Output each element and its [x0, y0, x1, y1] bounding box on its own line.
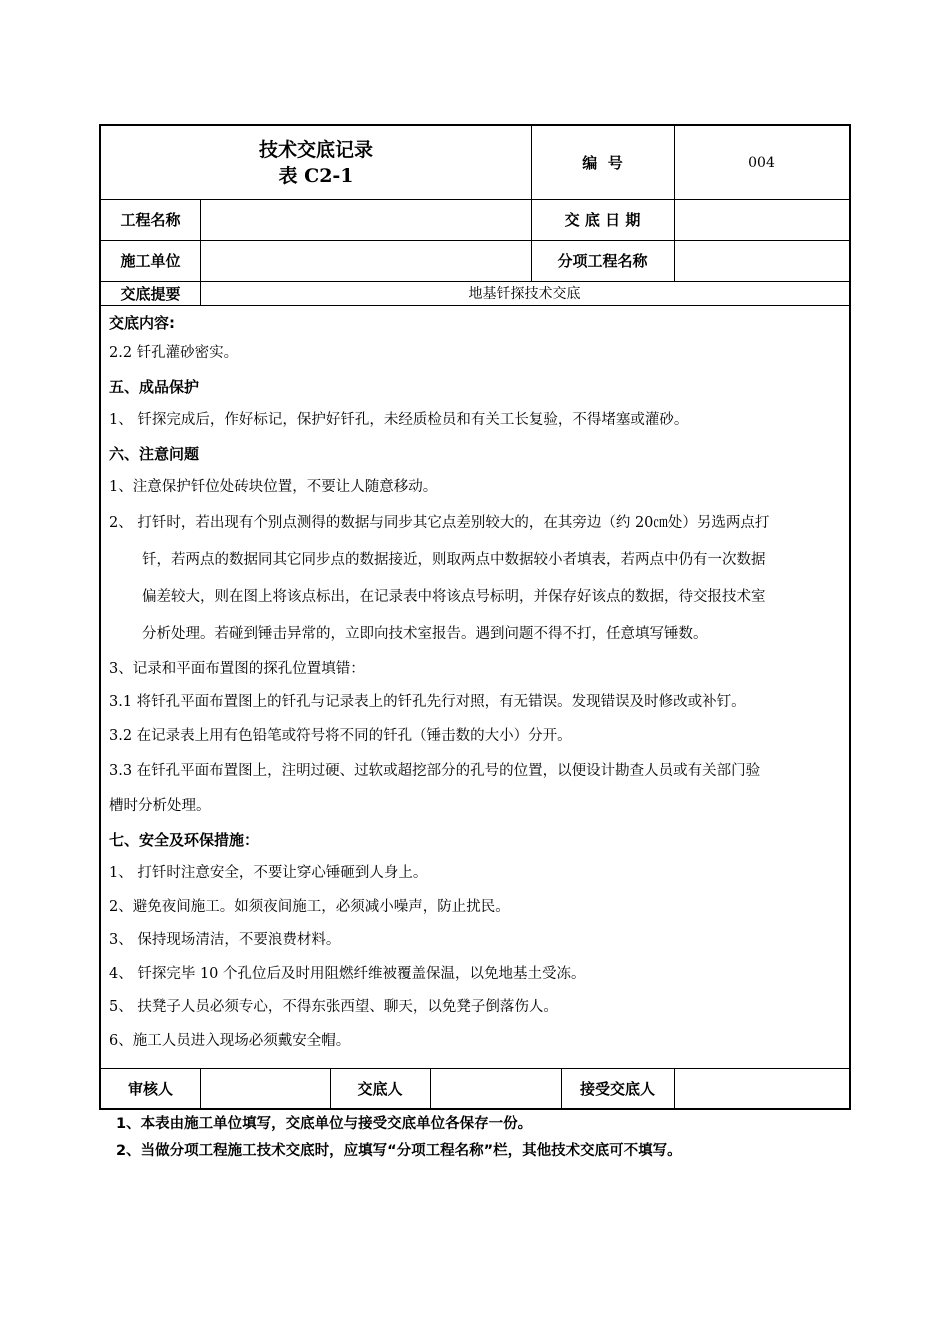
receiver-label-cell	[561, 1068, 674, 1108]
content-line: 6、施工人员进入现场必须戴安全帽。	[109, 1032, 351, 1049]
number-value: 004	[748, 154, 775, 171]
date-label-cell	[531, 199, 674, 240]
content-line: 3.1 将钎孔平面布置图上的钎孔与记录表上的钎孔先行对照，有无错误。发现错误及时修改或补钉。	[109, 694, 746, 710]
form-title: 技术交底记录	[258, 138, 373, 161]
project-name-field[interactable]	[200, 199, 531, 240]
receiver-label: 接受交底人	[579, 1079, 655, 1098]
footer-notes	[116, 1111, 682, 1165]
subproject-label-cell	[531, 240, 674, 281]
content-line: 1、 打钎时注意安全，不要让穿心锤砸到人身上。	[109, 865, 428, 881]
section-heading: 七、安全及环保措施：	[109, 830, 260, 849]
content-line: 钎，若两点的数据同其它同步点的数据接近，则取两点中数据较小者填表，若两点中仍有一次数据	[142, 551, 766, 568]
briefing-content	[109, 309, 843, 1058]
content-line: 2、避免夜间施工。如须夜间施工，必须减小噪声，防止扰民。	[109, 898, 510, 915]
presenter-field[interactable]	[430, 1068, 561, 1108]
summary-label: 交底提要	[120, 284, 181, 303]
presenter-label: 交底人	[357, 1079, 403, 1098]
number-value-cell	[674, 126, 849, 199]
subproject-label: 分项工程名称	[557, 252, 648, 270]
content-line: 槽时分析处理。	[109, 798, 211, 814]
date-label: 交 底 日 期	[564, 211, 641, 229]
content-line: 2.2 钎孔灌砂密实。	[109, 345, 239, 361]
project-name-label-cell	[101, 199, 200, 240]
contractor-label-cell	[101, 240, 200, 281]
content-line: 分析处理。若碰到锤击异常的，立即向技术室报告。遇到问题不得不打，任意填写锤数。	[142, 625, 708, 642]
content-line: 5、 扶凳子人员必须专心，不得东张西望、聊天，以免凳子倒落伤人。	[109, 999, 558, 1015]
reviewer-label: 审核人	[127, 1079, 173, 1098]
form-code: 表 C2-1	[278, 164, 354, 187]
content-line: 3、 保持现场清洁，不要浪费材料。	[109, 932, 341, 948]
signature-row	[101, 1068, 849, 1108]
section-heading: 六、注意问题	[109, 444, 200, 463]
reviewer-field[interactable]	[200, 1068, 330, 1108]
subproject-field[interactable]	[674, 240, 849, 281]
project-name-label: 工程名称	[120, 211, 181, 229]
content-line: 2、 打钎时，若出现有个别点测得的数据与同步其它点差别较大的，在其旁边（约 20㎝处）另选两点打	[109, 514, 770, 531]
contractor-field[interactable]	[200, 240, 531, 281]
title-row	[101, 126, 849, 199]
project-row	[101, 199, 849, 240]
footer-note: 1、本表由施工单位填写，交底单位与接受交底单位各保存一份。	[116, 1116, 533, 1132]
number-label: 编 号	[582, 154, 623, 172]
summary-value: 地基钎探技术交底	[468, 286, 581, 302]
summary-field[interactable]	[200, 281, 849, 305]
summary-row	[101, 281, 849, 305]
content-line: 3.2 在记录表上用有色铅笔或符号将不同的钎孔（锤击数的大小）分开。	[109, 727, 572, 744]
content-line: 4、 钎探完毕 10 个孔位后及时用阻燃纤维被覆盖保温，以免地基土受冻。	[109, 965, 586, 982]
footer-note: 2、当做分项工程施工技术交底时，应填写“分项工程名称”栏，其他技术交底可不填写。	[116, 1143, 682, 1159]
contractor-row	[101, 240, 849, 281]
content-line: 偏差较大，则在图上将该点标出，在记录表中将该点号标明，并保存好该点的数据，待交报技术室	[142, 588, 766, 605]
summary-label-cell	[101, 281, 200, 305]
content-line: 1、注意保护钎位处砖块位置，不要让人随意移动。	[109, 479, 438, 495]
form-title-cell	[101, 126, 531, 199]
content-heading: 交底内容:	[109, 314, 175, 332]
presenter-label-cell	[330, 1068, 430, 1108]
section-heading: 五、成品保护	[109, 377, 200, 396]
number-label-cell	[531, 126, 674, 199]
content-line: 3.3 在钎孔平面布置图上，注明过硬、过软或超挖部分的孔号的位置，以便设计勘查人员或有关部门验	[109, 763, 761, 779]
contractor-label: 施工单位	[120, 252, 181, 270]
content-line: 3、记录和平面布置图的探孔位置填错：	[109, 660, 365, 677]
content-line: 1、 钎探完成后，作好标记，保护好钎孔，未经质检员和有关工长复验，不得堵塞或灌砂。	[109, 412, 689, 428]
reviewer-label-cell	[101, 1068, 200, 1108]
technical-briefing-form	[99, 124, 851, 1110]
receiver-field[interactable]	[674, 1068, 849, 1108]
date-field[interactable]	[674, 199, 849, 240]
